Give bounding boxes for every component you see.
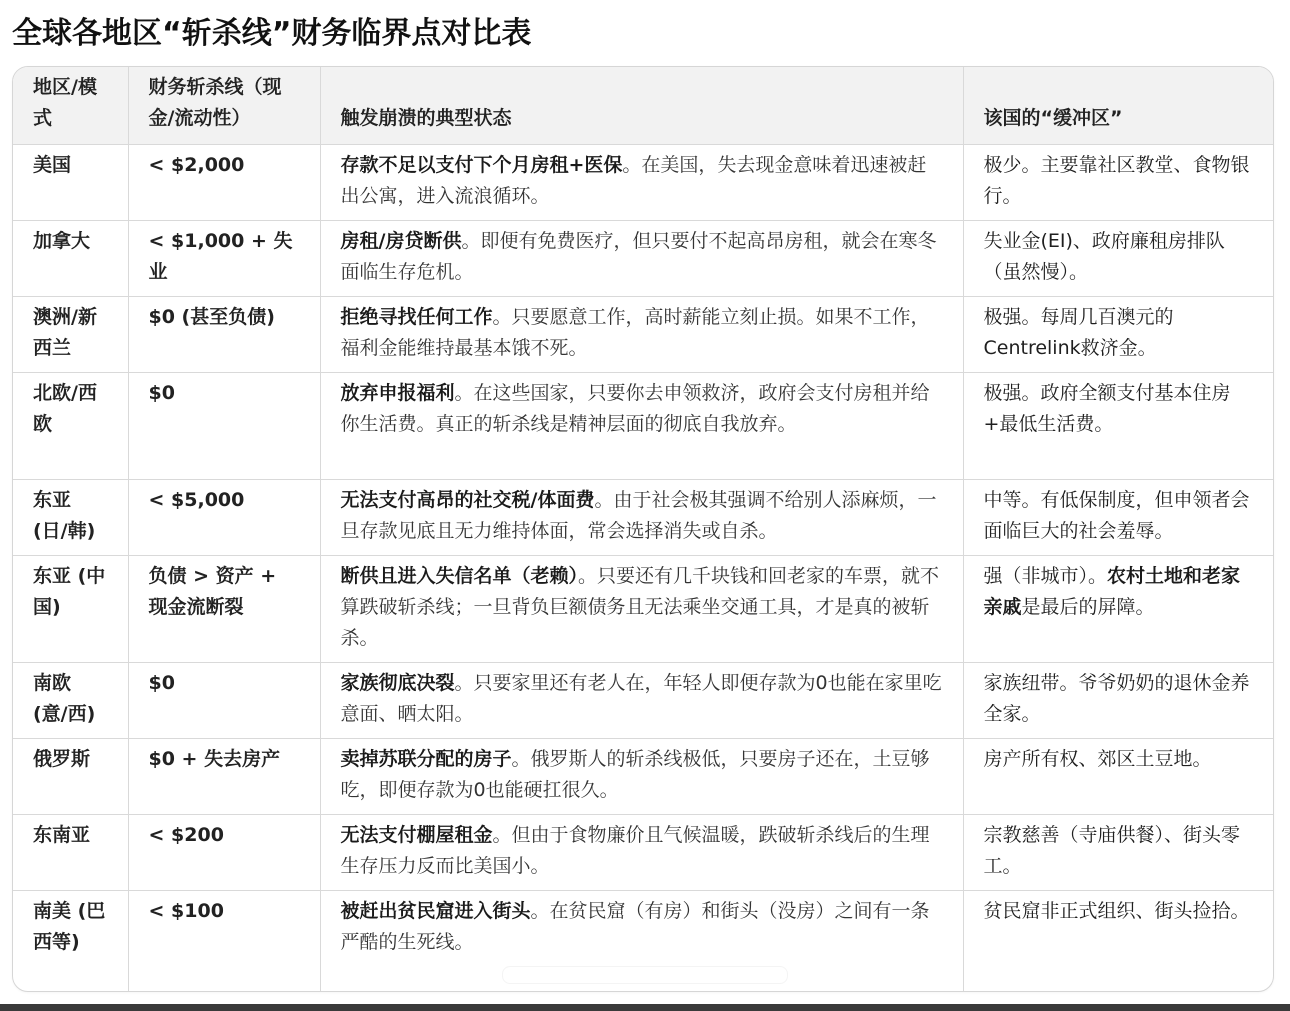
buffer-cell bbox=[963, 739, 1273, 815]
trigger-detail: 。只要还有几千块钱和回老家的车票，就不算跌破斩杀线；一旦背负巨额债务且无法乘坐交通工具，才是真的被斩杀。 bbox=[340, 565, 940, 649]
table-row bbox=[13, 815, 1273, 891]
threshold-cell: < $5,000 bbox=[128, 480, 320, 556]
trigger-cell bbox=[320, 663, 963, 739]
region-cell: 俄罗斯 bbox=[13, 739, 128, 815]
table-row bbox=[13, 739, 1273, 815]
region-cell: 北欧/西欧 bbox=[13, 373, 128, 480]
region-cell: 东南亚 bbox=[13, 815, 128, 891]
buffer-cell bbox=[963, 145, 1273, 221]
buffer-cell bbox=[963, 480, 1273, 556]
trigger-detail: 。只要愿意工作，高时薪能立刻止损。如果不工作，福利金能维持最基本饿不死。 bbox=[340, 306, 930, 359]
trigger-cell bbox=[320, 556, 963, 663]
trigger-detail: 。由于社会极其强调不给别人添麻烦，一旦存款见底且无力维持体面，常会选择消失或自杀。 bbox=[340, 489, 937, 542]
region-cell: 加拿大 bbox=[13, 221, 128, 297]
trigger-cell bbox=[320, 815, 963, 891]
buffer-cell bbox=[963, 891, 1273, 993]
buffer-cell bbox=[963, 297, 1273, 373]
threshold-cell: 负债 > 资产 + 现金流断裂 bbox=[128, 556, 320, 663]
region-cell: 东亚 (中国) bbox=[13, 556, 128, 663]
buffer-cell bbox=[963, 556, 1273, 663]
bottom-edge-bar bbox=[0, 1004, 1290, 1011]
trigger-lead: 拒绝寻找任何工作 bbox=[340, 306, 493, 328]
trigger-detail: 。在贫民窟（有房）和街头（没房）之间有一条严酷的生死线。 bbox=[340, 900, 930, 953]
table-row bbox=[13, 373, 1273, 480]
threshold-cell: $0 (甚至负债) bbox=[128, 297, 320, 373]
buffer-cell bbox=[963, 663, 1273, 739]
threshold-cell: < $100 bbox=[128, 891, 320, 993]
trigger-lead: 存款不足以支付下个月房租+医保 bbox=[340, 154, 623, 176]
trigger-lead: 无法支付高昂的社交税/体面费 bbox=[340, 489, 595, 511]
table-header-row bbox=[13, 67, 1273, 145]
header-buffer: 该国的“缓冲区” bbox=[963, 67, 1273, 145]
region-cell: 美国 bbox=[13, 145, 128, 221]
horizontal-scrollbar[interactable] bbox=[502, 966, 788, 984]
table-row bbox=[13, 556, 1273, 663]
trigger-cell bbox=[320, 373, 963, 480]
trigger-detail: 。俄罗斯人的斩杀线极低，只要房子还在，土豆够吃，即便存款为0也能硬扛很久。 bbox=[340, 748, 930, 801]
trigger-lead: 放弃申报福利 bbox=[340, 382, 455, 404]
trigger-lead: 断供且进入失信名单（老赖） bbox=[340, 565, 579, 587]
trigger-lead: 无法支付棚屋租金 bbox=[340, 824, 493, 846]
trigger-cell bbox=[320, 221, 963, 297]
buffer-text: 失业金(EI)、政府廉租房排队（虽然慢）。 bbox=[983, 230, 1225, 283]
trigger-lead: 家族彻底决裂 bbox=[340, 672, 455, 694]
region-cell: 南欧 (意/西) bbox=[13, 663, 128, 739]
comparison-table-container bbox=[12, 66, 1274, 992]
trigger-lead: 被赶出贫民窟进入街头 bbox=[340, 900, 531, 922]
buffer-text: 中等。有低保制度，但申领者会面临巨大的社会羞辱。 bbox=[983, 489, 1250, 542]
trigger-detail: 。在这些国家，只要你去申领救济，政府会支付房租并给你生活费。真正的斩杀线是精神层面的彻底自我放弃。 bbox=[340, 382, 930, 435]
threshold-cell: < $1,000 + 失业 bbox=[128, 221, 320, 297]
trigger-cell bbox=[320, 145, 963, 221]
buffer-cell bbox=[963, 815, 1273, 891]
region-cell: 南美 (巴西等) bbox=[13, 891, 128, 993]
trigger-cell bbox=[320, 480, 963, 556]
threshold-cell: < $2,000 bbox=[128, 145, 320, 221]
trigger-detail: 。只要家里还有老人在，年轻人即便存款为0也能在家里吃意面、晒太阳。 bbox=[340, 672, 942, 725]
buffer-text: 房产所有权、郊区土豆地。 bbox=[983, 748, 1212, 770]
threshold-cell: < $200 bbox=[128, 815, 320, 891]
buffer-text: 贫民窟非正式组织、街头捡拾。 bbox=[983, 900, 1250, 922]
page-title: 全球各地区“斩杀线”财务临界点对比表 bbox=[12, 16, 532, 51]
buffer-bold-text: 农村土地和老家亲戚 bbox=[983, 565, 1241, 618]
buffer-text: 家族纽带。爷爷奶奶的退休金养全家。 bbox=[983, 672, 1250, 725]
header-trigger: 触发崩溃的典型状态 bbox=[320, 67, 963, 145]
header-threshold: 财务斩杀线（现金/流动性） bbox=[128, 67, 320, 145]
trigger-lead: 卖掉苏联分配的房子 bbox=[340, 748, 512, 770]
threshold-cell: $0 bbox=[128, 373, 320, 480]
buffer-text-end: 是最后的屏障。 bbox=[1021, 596, 1155, 618]
trigger-detail: 。即便有免费医疗，但只要付不起高昂房租，就会在寒冬面临生存危机。 bbox=[340, 230, 937, 283]
table-row bbox=[13, 663, 1273, 739]
trigger-cell bbox=[320, 739, 963, 815]
trigger-detail: 。但由于食物廉价且气候温暖，跌破斩杀线后的生理生存压力反而比美国小。 bbox=[340, 824, 930, 877]
table-row bbox=[13, 297, 1273, 373]
table-row bbox=[13, 480, 1273, 556]
trigger-lead: 房租/房贷断供 bbox=[340, 230, 462, 252]
region-cell: 澳洲/新西兰 bbox=[13, 297, 128, 373]
header-region: 地区/模式 bbox=[13, 67, 128, 145]
buffer-text: 宗教慈善（寺庙供餐）、街头零工。 bbox=[983, 824, 1241, 877]
table-row bbox=[13, 145, 1273, 221]
buffer-cell bbox=[963, 221, 1273, 297]
threshold-cell: $0 bbox=[128, 663, 320, 739]
comparison-table bbox=[13, 67, 1273, 992]
table-row bbox=[13, 221, 1273, 297]
buffer-cell bbox=[963, 373, 1273, 480]
buffer-text: 极强。每周几百澳元的Centrelink救济金。 bbox=[983, 306, 1174, 359]
region-cell: 东亚 (日/韩) bbox=[13, 480, 128, 556]
trigger-detail: 。在美国，失去现金意味着迅速被赶出公寓，进入流浪循环。 bbox=[340, 154, 927, 207]
trigger-cell bbox=[320, 297, 963, 373]
threshold-cell: $0 + 失去房产 bbox=[128, 739, 320, 815]
buffer-text: 极少。主要靠社区教堂、食物银行。 bbox=[983, 154, 1250, 207]
buffer-text: 极强。政府全额支付基本住房+最低生活费。 bbox=[983, 382, 1231, 435]
buffer-text: 强（非城市）。 bbox=[983, 565, 1108, 587]
